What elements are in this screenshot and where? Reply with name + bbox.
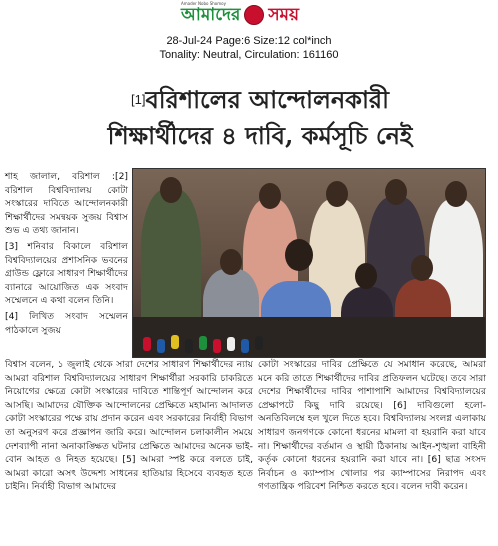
headline-line2: শিক্ষার্থীদের ৪ দাবি, কর্মসূচি নেই xyxy=(107,121,413,150)
microphone-icon xyxy=(241,339,249,353)
microphone-icon xyxy=(171,335,179,349)
masthead-tagline: Amader Nobo Shomoy xyxy=(181,1,226,6)
person-head xyxy=(160,177,182,203)
body-text-left xyxy=(5,358,253,494)
press-conference-photo xyxy=(132,168,486,358)
microphone-icon xyxy=(185,339,193,353)
microphone-cluster xyxy=(133,333,293,355)
person-head xyxy=(259,183,281,209)
person-head xyxy=(285,239,313,271)
headline-line1: বরিশালের আন্দোলনকারী xyxy=(145,85,390,114)
person-head xyxy=(445,181,467,207)
body-text-right xyxy=(258,358,486,494)
body-paragraph: কোটা সংস্কারের দাবির প্রেক্ষিতে যে সমাধান করেছে, আমরা মনে করি তাতে শিক্ষার্থীদের দাবির প্রতিফলন ঘটেছে। তবে সারা দেশের শিক্ষার্থীদের দাবির পাশাপাশি আমাদের বিশ্ববিদ্যালয়ের প্রেক্ষাপটে কিছু দাবি রয়েছে। [6] দাবিগুলো হলো- অনতিবিলম্বে হল খুলে দিতে হবে। বিশ্ববিদ্যালয় সংলগ্ন এলাকায় সাধারণ জনগণকে কোনো ধরনের মামলা বা হয়রানি করা যাবে না। শিক্ষার্থীদের বর্তমান ও স্থায়ী ঠিকানায় আইন-শৃঙ্খলা বাহিনী কর্তৃক কোনো ধরনের হয়রানি করা যাবে না। [6] ছাত্র সংসদ নির্বাচন ও ক্যাম্পাস খোলার পর ক্যাম্পাসের নিরাপদ এবং গণতান্ত্রিক পরিবেশ নিশ্চিত করতে হবে। বলেন দাবী করেন। xyxy=(258,359,486,493)
microphone-icon xyxy=(143,337,151,351)
headline xyxy=(60,82,460,154)
microphone-icon xyxy=(199,336,207,350)
microphone-icon xyxy=(227,337,235,351)
left-paragraph: [4] লিখিত সংবাদ সম্মেলন পাঠকালে সুজয় xyxy=(5,310,128,336)
logo-word-2: সময় xyxy=(268,5,299,25)
logo-seal-icon xyxy=(244,5,264,25)
microphone-icon xyxy=(157,339,165,353)
person-head xyxy=(411,255,433,281)
left-paragraph: [3] শনিবার বিকালে বরিশাল বিশ্ববিদ্যালয়ের প্রশাসনিক ভবনের গ্রাউন্ড ফ্লোরে সাধারণ শিক্ষার্থীদের ব্যানারে আয়োজিত এক সংবাদ সম্মেলনে এ কথা বলেন তিনি। xyxy=(5,240,128,307)
microphone-icon xyxy=(213,339,221,353)
clipping-meta-line2: Tonality: Neutral, Circulation: 161160 xyxy=(159,49,339,61)
newspaper-logo xyxy=(181,5,299,25)
headline-marker: [1] xyxy=(130,92,146,107)
person-head xyxy=(326,181,348,207)
clipping-meta-line1: 28-Jul-24 Page:6 Size:12 col*inch xyxy=(166,35,332,47)
masthead xyxy=(0,0,498,26)
body-paragraph: বিশ্বাস বলেন, ১ জুলাই থেকে সারা দেশের সাধারণ শিক্ষার্থীদের ন্যায় আমরা বরিশাল বিশ্ববিদ্যালয়ের সাধারণ শিক্ষার্থীরা সরকারি চাকরিতে নিয়োগের ক্ষেত্রে কোটা সংস্কারের দাবিতে শান্তিপূর্ণ আন্দোলন করে আসছি। আমাদের যৌক্তিক আন্দোলনের প্রেক্ষিতে মহামান্য আদালত কোটা সংস্কারের পক্ষে রায় প্রদান করেন এবং সরকারের নির্বাহী বিভাগ তা অনুসরণ করে প্রজ্ঞাপন জারি করে। আন্দোলন চলাকালীন সময়ে দেশব্যাপী নানা অনাকাঙ্ক্ষিত ঘটনার প্রেক্ষিতে আমাদের অনেক ভাই-বোন আহত ও নিহত হয়েছে। [5] আমরা স্পষ্ট করে বলতে চাই, আমরা কারো অসৎ উদ্দেশ্য সাধনের হাতিয়ার হিসেবে ব্যবহৃত হতে চাইনি। নির্বাহী বিভাগ আমাদের xyxy=(5,359,253,493)
left-paragraph: শাহ জালাল, বরিশাল :[2] বরিশাল বিশ্ববিদ্যালয় কোটা সংস্কারের দাবিতে আন্দোলনকারী শিক্ষার্থীদের সমন্বয়ক সুজয় বিশ্বাস শুভ এ তথ্য জানান। xyxy=(5,171,128,237)
person-head xyxy=(220,249,242,275)
person-head xyxy=(385,179,407,205)
logo-word-1: আমাদের xyxy=(181,5,241,25)
left-column xyxy=(5,170,128,339)
person-head xyxy=(355,263,377,289)
microphone-icon xyxy=(255,336,263,350)
